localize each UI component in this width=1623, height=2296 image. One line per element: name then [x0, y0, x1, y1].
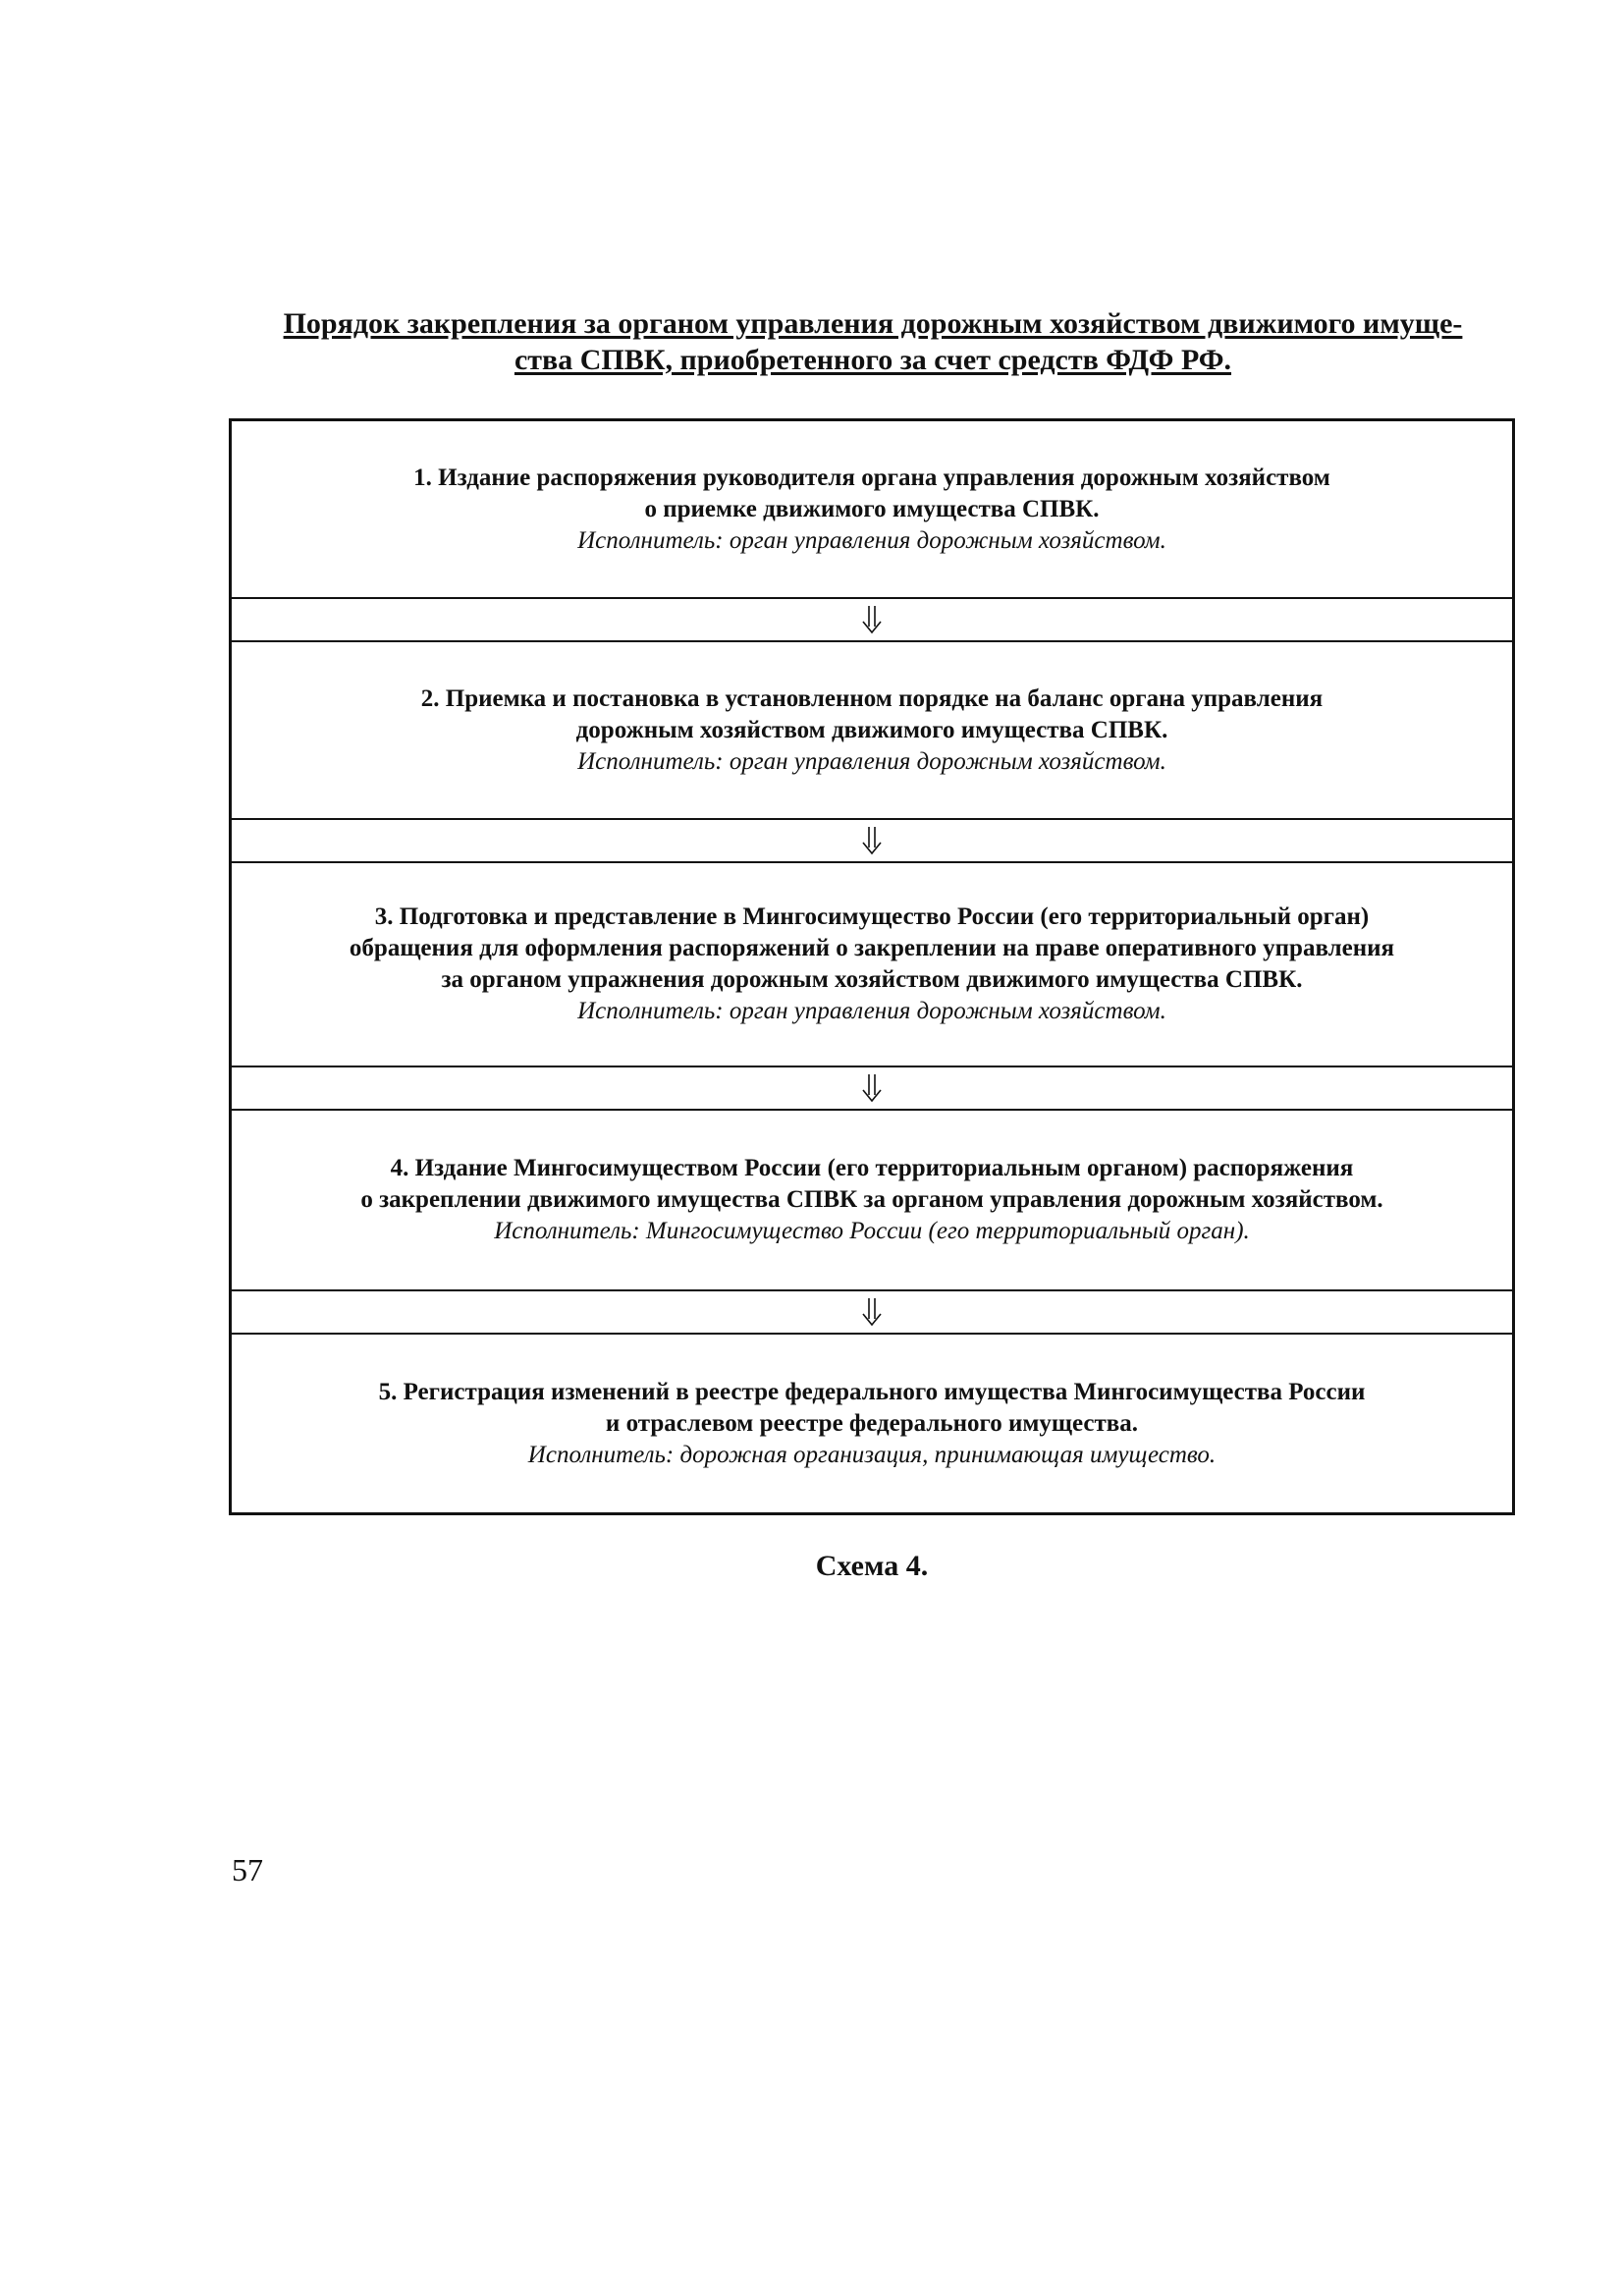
step-1-executor: Исполнитель: орган управления дорожным хозяйством.: [577, 526, 1166, 554]
step-2-executor: Исполнитель: орган управления дорожным хозяйством.: [577, 747, 1166, 775]
step-2-line-1: 2. Приемка и постановка в установленном порядке на баланс органа управления: [420, 684, 1324, 712]
step-3-line-1: 3. Подготовка и представление в Мингосимущество России (его территориальный орган): [374, 903, 1370, 930]
flow-arrow-3: [232, 1066, 1512, 1111]
step-3-line-2: обращения для оформления распоряжений о закреплении на праве оперативного управления: [349, 935, 1395, 961]
step-4-line-2: о закреплении движимого имущества СПВК за органом управления дорожным хозяйством.: [360, 1186, 1383, 1213]
page-title: [230, 305, 1516, 378]
step-4-executor: Исполнитель: Мингосимущество России (его территориальный орган).: [494, 1218, 1250, 1244]
double-down-arrow-icon: [861, 605, 883, 634]
step-1-line-1: 1. Издание распоряжения руководителя органа управления дорожным хозяйством: [413, 464, 1330, 491]
scheme-caption: Схема 4.: [815, 1550, 929, 1582]
step-box-2: [232, 642, 1512, 818]
double-down-arrow-icon: [861, 1297, 883, 1327]
flow-arrow-1: [232, 597, 1512, 642]
step-5-executor: Исполнитель: дорожная организация, принимающая имущество.: [527, 1441, 1217, 1468]
page-number: 57: [232, 1852, 263, 1887]
flow-arrow-4: [232, 1289, 1512, 1335]
flow-arrow-2: [232, 818, 1512, 863]
step-3-line-3: за органом упражнения дорожным хозяйством движимого имущества СПВК.: [441, 966, 1303, 993]
step-box-1: [232, 421, 1512, 597]
step-3-executor: Исполнитель: орган управления дорожным хозяйством.: [577, 998, 1166, 1024]
step-5-line-2: и отраслевом реестре федерального имущества.: [605, 1409, 1139, 1437]
flow-diagram: [229, 418, 1515, 1515]
step-4-line-1: 4. Издание Мингосимуществом России (его территориальным органом) распоряжения: [390, 1155, 1354, 1181]
page-title-line-1: Порядок закрепления за органом управления дорожным хозяйством движимого имуще-: [283, 307, 1463, 340]
step-box-3: [232, 863, 1512, 1066]
step-5-line-1: 5. Регистрация изменений в реестре федерального имущества Мингосимущества России: [378, 1378, 1366, 1405]
page-title-line-2: ства СПВК, приобретенного за счет средств ФДФ РФ.: [514, 344, 1232, 376]
step-2-line-2: дорожным хозяйством движимого имущества СПВК.: [575, 716, 1168, 743]
double-down-arrow-icon: [861, 1073, 883, 1103]
step-box-4: [232, 1111, 1512, 1289]
double-down-arrow-icon: [861, 826, 883, 855]
step-1-line-2: о приемке движимого имущества СПВК.: [644, 495, 1100, 522]
step-box-5: [232, 1335, 1512, 1512]
